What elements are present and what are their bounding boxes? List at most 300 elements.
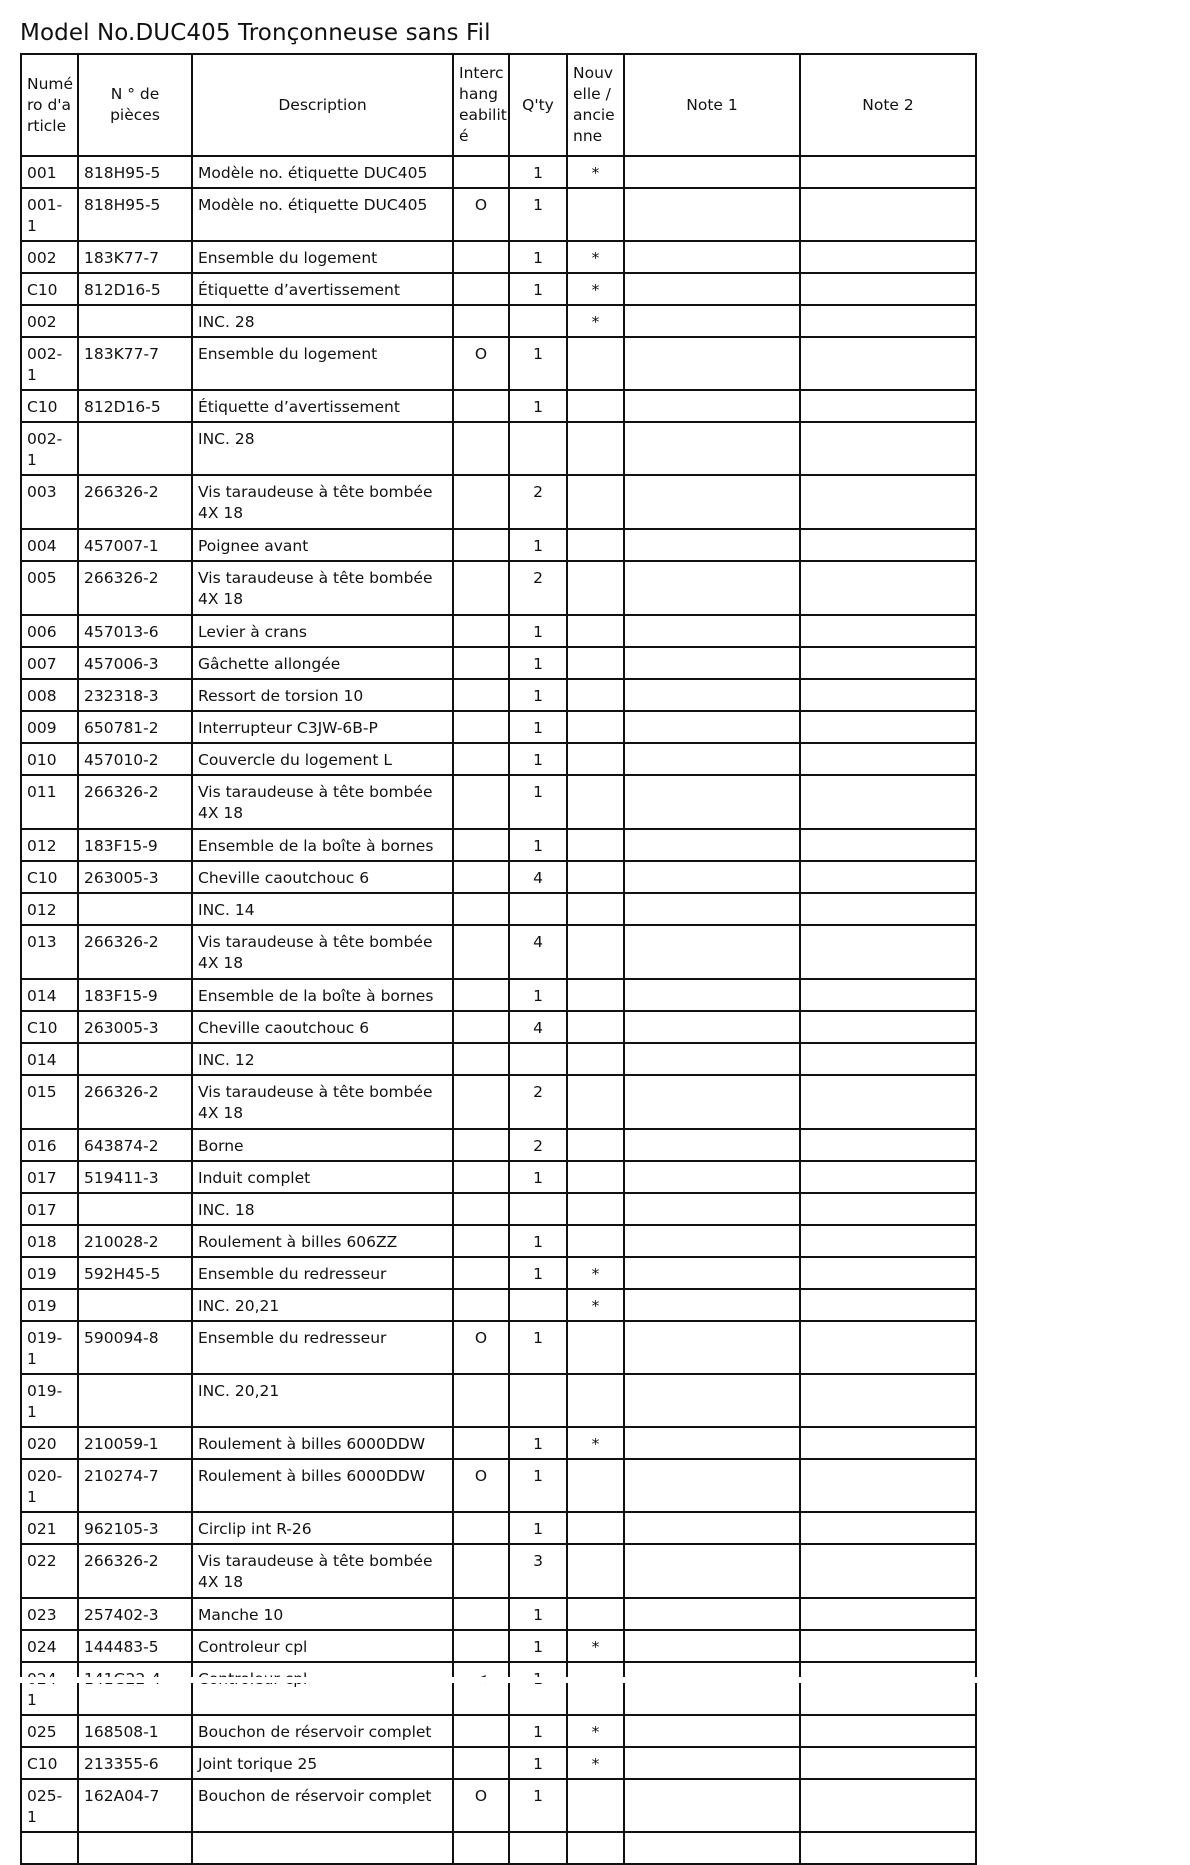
cell-note-1 [624, 337, 800, 390]
cell-part-number: 183K77-7 [78, 337, 192, 390]
cell-description: Modèle no. étiquette DUC405 [192, 156, 453, 188]
table-row [21, 1011, 976, 1043]
cell-note-1 [624, 775, 800, 829]
cell-part-number: 457007-1 [78, 529, 192, 561]
cell-description: Bouchon de réservoir complet [192, 1715, 453, 1747]
table-row [21, 1832, 976, 1864]
table-row [21, 1043, 976, 1075]
cell-interchangeability [453, 775, 509, 829]
cell-quantity: 1 [509, 1321, 567, 1374]
cell-quantity: 1 [509, 743, 567, 775]
cell-note-2 [800, 1427, 976, 1459]
cell-part-number: 266326-2 [78, 475, 192, 529]
cell-interchangeability [453, 1512, 509, 1544]
cell-interchangeability [453, 1289, 509, 1321]
cell-note-2 [800, 925, 976, 979]
cell-new-old [567, 422, 624, 475]
cell-item-number: 001-1 [21, 188, 78, 241]
cell-item-number: C10 [21, 1011, 78, 1043]
cell-interchangeability [453, 390, 509, 422]
cell-note-2 [800, 1289, 976, 1321]
cell-new-old: * [567, 1715, 624, 1747]
cell-part-number: 266326-2 [78, 1544, 192, 1598]
cell-note-1 [624, 1257, 800, 1289]
cell-item-number: 006 [21, 615, 78, 647]
cell-note-2 [800, 1011, 976, 1043]
cell-interchangeability [453, 1544, 509, 1598]
table-row [21, 1225, 976, 1257]
cell-note-1 [624, 893, 800, 925]
cell-interchangeability: O [453, 337, 509, 390]
cell-new-old [567, 1011, 624, 1043]
table-row [21, 561, 976, 615]
cell-item-number: 004 [21, 529, 78, 561]
cell-part-number [78, 1193, 192, 1225]
cell-note-2 [800, 156, 976, 188]
table-row [21, 1715, 976, 1747]
cell-quantity: 1 [509, 1598, 567, 1630]
cell-quantity: 2 [509, 561, 567, 615]
cell-description [192, 1662, 453, 1715]
cell-item-number: 019-1 [21, 1374, 78, 1427]
cell-interchangeability: O [453, 1321, 509, 1374]
cell-interchangeability: O [453, 188, 509, 241]
table-row [21, 1321, 976, 1374]
cell-new-old: * [567, 156, 624, 188]
cell-item-number: C10 [21, 1747, 78, 1779]
cell-note-2 [800, 1257, 976, 1289]
cell-note-2 [800, 1129, 976, 1161]
cell-item-number: 020-1 [21, 1459, 78, 1512]
cell-new-old [567, 829, 624, 861]
cell-part-number: 457010-2 [78, 743, 192, 775]
header-quantity: Q'ty [509, 54, 567, 156]
cell-note-1 [624, 529, 800, 561]
cell-description: Ressort de torsion 10 [192, 679, 453, 711]
cell-quantity: 2 [509, 1129, 567, 1161]
table-row [21, 647, 976, 679]
cell-note-1 [624, 1779, 800, 1832]
cell-note-2 [800, 743, 976, 775]
cell-part-number [78, 1832, 192, 1864]
table-row [21, 743, 976, 775]
cell-item-number: 019 [21, 1257, 78, 1289]
cell-item-number: C10 [21, 273, 78, 305]
cell-note-1 [624, 1598, 800, 1630]
cell-interchangeability [453, 1630, 509, 1662]
cell-note-2 [800, 1598, 976, 1630]
cell-quantity: 1 [509, 679, 567, 711]
cell-quantity: 4 [509, 1011, 567, 1043]
cell-new-old [567, 1161, 624, 1193]
cell-interchangeability [453, 1043, 509, 1075]
cell-interchangeability [453, 529, 509, 561]
cell-part-number: 183K77-7 [78, 241, 192, 273]
cell-interchangeability [453, 925, 509, 979]
cell-interchangeability [453, 1257, 509, 1289]
cell-note-2 [800, 1715, 976, 1747]
page-title: Model No.DUC405 Tronçonneuse sans Fil [20, 20, 491, 46]
table-row [21, 1544, 976, 1598]
cell-note-1 [624, 1161, 800, 1193]
table-row [21, 1598, 976, 1630]
cell-part-number: 263005-3 [78, 861, 192, 893]
cell-description: Ensemble de la boîte à bornes [192, 979, 453, 1011]
cell-part-number: 818H95-5 [78, 156, 192, 188]
cell-part-number: 266326-2 [78, 561, 192, 615]
cell-description: Ensemble du redresseur [192, 1257, 453, 1289]
cell-note-2 [800, 1512, 976, 1544]
cell-note-2 [800, 1832, 976, 1864]
cell-note-2 [800, 775, 976, 829]
cell-part-number: 183F15-9 [78, 829, 192, 861]
cell-description: Ensemble du logement [192, 337, 453, 390]
cell-note-2 [800, 829, 976, 861]
cell-new-old [567, 390, 624, 422]
cell-note-2 [800, 561, 976, 615]
table-row [21, 337, 976, 390]
cell-quantity [509, 1374, 567, 1427]
cell-new-old [567, 615, 624, 647]
cell-quantity: 1 [509, 615, 567, 647]
cell-new-old [567, 861, 624, 893]
cell-note-1 [624, 925, 800, 979]
table-row [21, 273, 976, 305]
parts-table [20, 53, 977, 1865]
cell-interchangeability [453, 711, 509, 743]
cell-note-2 [800, 241, 976, 273]
cell-item-number: 016 [21, 1129, 78, 1161]
cell-part-number: 263005-3 [78, 1011, 192, 1043]
cell-note-1 [624, 1374, 800, 1427]
cell-interchangeability [453, 1747, 509, 1779]
cell-note-2 [800, 422, 976, 475]
cell-note-1 [624, 679, 800, 711]
cell-note-2 [800, 1161, 976, 1193]
cell-part-number: 257402-3 [78, 1598, 192, 1630]
cell-note-1 [624, 305, 800, 337]
cell-part-number: 812D16-5 [78, 390, 192, 422]
cell-note-2 [800, 305, 976, 337]
cell-interchangeability [453, 1662, 509, 1715]
cell-item-number: 001 [21, 156, 78, 188]
cell-note-1 [624, 1075, 800, 1129]
cell-note-1 [624, 829, 800, 861]
cell-new-old [567, 1832, 624, 1864]
table-row [21, 1374, 976, 1427]
cell-quantity [509, 305, 567, 337]
cell-item-number: 002 [21, 305, 78, 337]
cell-description: Manche 10 [192, 1598, 453, 1630]
cell-new-old [567, 743, 624, 775]
cell-interchangeability [453, 679, 509, 711]
cell-new-old [567, 711, 624, 743]
cell-item-number: 019 [21, 1289, 78, 1321]
cell-part-number [78, 1662, 192, 1715]
cell-part-number: 162A04-7 [78, 1779, 192, 1832]
cell-interchangeability [453, 1225, 509, 1257]
header-note-1: Note 1 [624, 54, 800, 156]
cell-note-2 [800, 390, 976, 422]
cell-new-old: * [567, 1289, 624, 1321]
cell-part-number: 457013-6 [78, 615, 192, 647]
header-part-number: N ° de pièces [78, 54, 192, 156]
cell-interchangeability [453, 1598, 509, 1630]
cell-note-2 [800, 1747, 976, 1779]
cell-interchangeability [453, 422, 509, 475]
cell-item-number: 014 [21, 979, 78, 1011]
cell-item-number: 013 [21, 925, 78, 979]
table-row [21, 529, 976, 561]
cell-description: Vis taraudeuse à tête bombée 4X 18 [192, 475, 453, 529]
cell-new-old: * [567, 1747, 624, 1779]
cell-interchangeability [453, 743, 509, 775]
cell-part-number: 232318-3 [78, 679, 192, 711]
cell-note-1 [624, 1225, 800, 1257]
cell-new-old [567, 1374, 624, 1427]
table-row [21, 925, 976, 979]
cell-note-1 [624, 647, 800, 679]
cell-note-1 [624, 743, 800, 775]
cell-interchangeability [453, 1129, 509, 1161]
cell-note-1 [624, 561, 800, 615]
cell-note-1 [624, 1129, 800, 1161]
header-description: Description [192, 54, 453, 156]
cell-item-number: 025 [21, 1715, 78, 1747]
table-row [21, 861, 976, 893]
table-row [21, 188, 976, 241]
cell-item-number: 022 [21, 1544, 78, 1598]
cell-note-1 [624, 979, 800, 1011]
cell-interchangeability [453, 305, 509, 337]
cell-note-1 [624, 1630, 800, 1662]
cell-note-1 [624, 1544, 800, 1598]
cell-item-number: 019-1 [21, 1321, 78, 1374]
cell-part-number [78, 305, 192, 337]
cell-quantity: 1 [509, 1161, 567, 1193]
cell-quantity: 1 [509, 1779, 567, 1832]
cell-item-number: 007 [21, 647, 78, 679]
cell-interchangeability [453, 1011, 509, 1043]
table-row [21, 711, 976, 743]
cell-note-1 [624, 188, 800, 241]
cell-note-1 [624, 861, 800, 893]
cell-note-1 [624, 241, 800, 273]
cell-interchangeability [453, 561, 509, 615]
cell-quantity: 2 [509, 475, 567, 529]
table-row [21, 1427, 976, 1459]
cell-item-number: 012 [21, 893, 78, 925]
cell-new-old: * [567, 1630, 624, 1662]
cell-quantity [509, 422, 567, 475]
cell-note-2 [800, 1374, 976, 1427]
table-row [21, 1257, 976, 1289]
cell-description: Vis taraudeuse à tête bombée 4X 18 [192, 1544, 453, 1598]
cell-quantity: 1 [509, 1715, 567, 1747]
cell-interchangeability [453, 1832, 509, 1864]
cell-part-number: 643874-2 [78, 1129, 192, 1161]
cell-note-1 [624, 1427, 800, 1459]
cell-note-1 [624, 390, 800, 422]
cell-note-1 [624, 1043, 800, 1075]
cell-quantity: 1 [509, 337, 567, 390]
cell-interchangeability: O [453, 1459, 509, 1512]
cell-quantity: 1 [509, 273, 567, 305]
cell-quantity: 1 [509, 156, 567, 188]
header-note-2: Note 2 [800, 54, 976, 156]
cell-quantity: 1 [509, 529, 567, 561]
cell-item-number: 021 [21, 1512, 78, 1544]
cell-new-old [567, 1321, 624, 1374]
cell-note-2 [800, 273, 976, 305]
cell-description: Induit complet [192, 1161, 453, 1193]
cell-note-1 [624, 1747, 800, 1779]
table-row [21, 422, 976, 475]
cell-description: Circlip int R-26 [192, 1512, 453, 1544]
cell-item-number: 1 [21, 1662, 78, 1715]
cell-quantity: 1 [509, 1459, 567, 1512]
table-row [21, 1512, 976, 1544]
cell-part-number: 457006-3 [78, 647, 192, 679]
cell-note-1 [624, 1193, 800, 1225]
cell-note-2 [800, 1193, 976, 1225]
cell-item-number: 002-1 [21, 422, 78, 475]
header-interchangeability: Interc hang eabilit é [453, 54, 509, 156]
table-row [21, 1779, 976, 1832]
cell-item-number: 018 [21, 1225, 78, 1257]
cell-part-number: 210274-7 [78, 1459, 192, 1512]
cell-interchangeability [453, 1161, 509, 1193]
cell-description: INC. 14 [192, 893, 453, 925]
cell-description: Roulement à billes 6000DDW [192, 1459, 453, 1512]
cell-part-number: 818H95-5 [78, 188, 192, 241]
cell-interchangeability [453, 273, 509, 305]
cell-new-old [567, 1512, 624, 1544]
cell-description: Étiquette d’avertissement [192, 273, 453, 305]
cell-new-old [567, 775, 624, 829]
cell-new-old [567, 1129, 624, 1161]
cell-description: Couvercle du logement L [192, 743, 453, 775]
cell-item-number: 025-1 [21, 1779, 78, 1832]
cell-item-number: 015 [21, 1075, 78, 1129]
cell-item-number: 005 [21, 561, 78, 615]
cell-interchangeability [453, 979, 509, 1011]
cell-new-old [567, 925, 624, 979]
cell-part-number: 266326-2 [78, 775, 192, 829]
cell-description: Controleur cpl [192, 1630, 453, 1662]
cell-note-2 [800, 1075, 976, 1129]
cell-quantity: 1 [509, 390, 567, 422]
cell-note-2 [800, 679, 976, 711]
table-row [21, 475, 976, 529]
cell-new-old: * [567, 1257, 624, 1289]
table-row [21, 615, 976, 647]
cell-note-2 [800, 529, 976, 561]
cell-description: Modèle no. étiquette DUC405 [192, 188, 453, 241]
cell-interchangeability [453, 1374, 509, 1427]
cell-new-old [567, 1544, 624, 1598]
cell-note-1 [624, 156, 800, 188]
table-row [21, 1289, 976, 1321]
cell-description: Joint torique 25 [192, 1747, 453, 1779]
table-row [21, 1193, 976, 1225]
cell-interchangeability [453, 615, 509, 647]
cell-item-number: 020 [21, 1427, 78, 1459]
cell-new-old [567, 1662, 624, 1715]
table-row [21, 1161, 976, 1193]
cell-quantity [509, 1289, 567, 1321]
cell-quantity: 1 [509, 1225, 567, 1257]
cell-new-old [567, 679, 624, 711]
table-row [21, 305, 976, 337]
cell-new-old [567, 475, 624, 529]
cell-interchangeability [453, 647, 509, 679]
cell-note-2 [800, 979, 976, 1011]
cell-interchangeability [453, 241, 509, 273]
cell-quantity [509, 1662, 567, 1715]
cell-new-old [567, 561, 624, 615]
page-bottom-edge [0, 1677, 1190, 1683]
cell-part-number: 183F15-9 [78, 979, 192, 1011]
cell-new-old [567, 337, 624, 390]
cell-description: Levier à crans [192, 615, 453, 647]
cell-quantity [509, 893, 567, 925]
cell-part-number: 266326-2 [78, 925, 192, 979]
cell-description: Cheville caoutchouc 6 [192, 1011, 453, 1043]
cell-quantity [509, 1193, 567, 1225]
cell-note-2 [800, 1662, 976, 1715]
cell-note-2 [800, 1043, 976, 1075]
cell-description: Vis taraudeuse à tête bombée 4X 18 [192, 561, 453, 615]
cell-item-number: 002-1 [21, 337, 78, 390]
table-row [21, 156, 976, 188]
table-row [21, 1630, 976, 1662]
cell-new-old [567, 647, 624, 679]
cell-new-old: * [567, 305, 624, 337]
cell-item-number: 002 [21, 241, 78, 273]
cell-item-number [21, 1832, 78, 1864]
cell-description: Borne [192, 1129, 453, 1161]
header-item-number: Numé ro d'a rticle [21, 54, 78, 156]
cell-note-2 [800, 1779, 976, 1832]
cell-note-2 [800, 188, 976, 241]
cell-part-number: 590094-8 [78, 1321, 192, 1374]
cell-new-old [567, 1043, 624, 1075]
cell-interchangeability [453, 829, 509, 861]
cell-item-number: 024 [21, 1630, 78, 1662]
cell-new-old: * [567, 1427, 624, 1459]
cell-item-number: 017 [21, 1193, 78, 1225]
cell-part-number [78, 422, 192, 475]
cell-description: Roulement à billes 6000DDW [192, 1427, 453, 1459]
cell-new-old [567, 1193, 624, 1225]
cell-note-2 [800, 1630, 976, 1662]
cell-item-number: 011 [21, 775, 78, 829]
cell-item-number: 014 [21, 1043, 78, 1075]
table-row [21, 1662, 976, 1715]
table-row [21, 979, 976, 1011]
cell-quantity: 4 [509, 861, 567, 893]
cell-description: Gâchette allongée [192, 647, 453, 679]
cell-note-1 [624, 475, 800, 529]
cell-description: Cheville caoutchouc 6 [192, 861, 453, 893]
cell-part-number: 210028-2 [78, 1225, 192, 1257]
cell-part-number: 962105-3 [78, 1512, 192, 1544]
cell-part-number: 210059-1 [78, 1427, 192, 1459]
cell-part-number [78, 893, 192, 925]
cell-quantity: 1 [509, 979, 567, 1011]
cell-item-number: 010 [21, 743, 78, 775]
